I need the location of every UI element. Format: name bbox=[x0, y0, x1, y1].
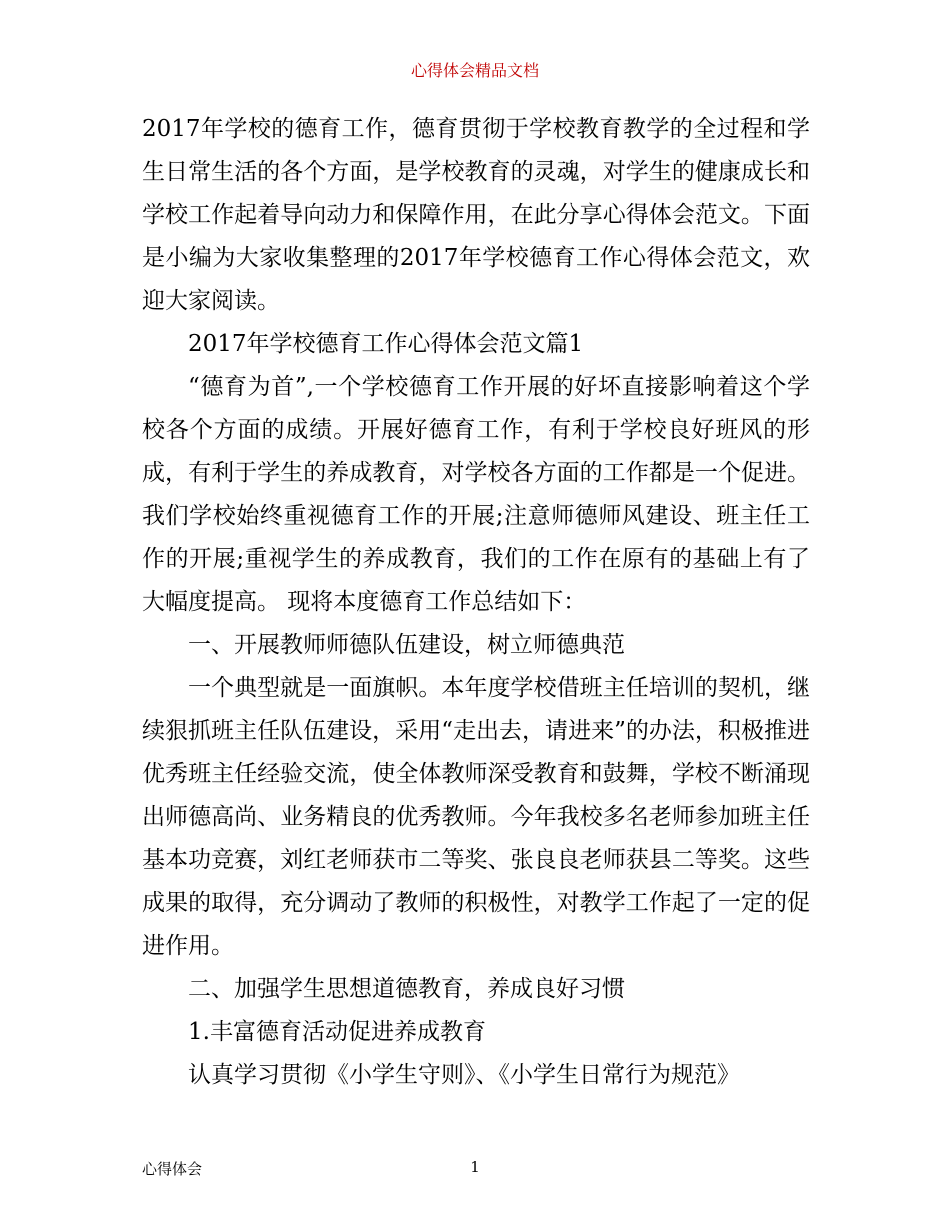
subsection-heading: 1.丰富德育活动促进养成教育 bbox=[188, 1019, 486, 1045]
document-body bbox=[142, 108, 810, 1097]
body-paragraph: 认真学习贯彻《小学生守则》、《小学生日常行为规范》 bbox=[188, 1062, 740, 1088]
page-number: 1 bbox=[470, 1158, 480, 1176]
article-heading: 2017年学校德育工作心得体会范文篇1 bbox=[188, 331, 584, 357]
intro-paragraph: 2017年学校的德育工作，德育贯彻于学校教育教学的全过程和学生日常生活的各个方面，是学校教育的灵魂，对学生的健康成长和学校工作起着导向动力和保障作用，在此分享心得体会范文。下面是小编为大家收集整理的2017年学校德育工作心得体会范文，欢迎大家阅读。 bbox=[142, 116, 810, 314]
body-paragraph: 一个典型就是一面旗帜。本年度学校借班主任培训的契机，继续狠抓班主任队伍建设，采用“走出去，请进来”的办法，积极推进优秀班主任经验交流，使全体教师深受教育和鼓舞，学校不断涌现出师德高尚、业务精良的优秀教师。今年我校多名老师参加班主任基本功竞赛，刘红老师获市二等奖、张良良老师获县二等奖。这些成果的取得，充分调动了教师的积极性，对教学工作起了一定的促进作用。 bbox=[142, 675, 810, 959]
page-header-title: 心得体会精品文档 bbox=[410, 61, 539, 80]
footer-label: 心得体会 bbox=[142, 1160, 203, 1178]
section-heading-2: 二、加强学生思想道德教育，养成良好习惯 bbox=[188, 976, 625, 1002]
section-heading-1: 一、开展教师师德队伍建设，树立师德典范 bbox=[188, 632, 625, 658]
body-paragraph: “德育为首”,一个学校德育工作开展的好坏直接影响着这个学校各个方面的成绩。开展好德育工作，有利于学校良好班风的形成，有利于学生的养成教育，对学校各方面的工作都是一个促进。我们学校始终重视德育工作的开展;注意师德师风建设、班主任工作的开展;重视学生的养成教育，我们的工作在原有的基础上有了大幅度提高。 现将本度德育工作总结如下： bbox=[142, 374, 810, 615]
